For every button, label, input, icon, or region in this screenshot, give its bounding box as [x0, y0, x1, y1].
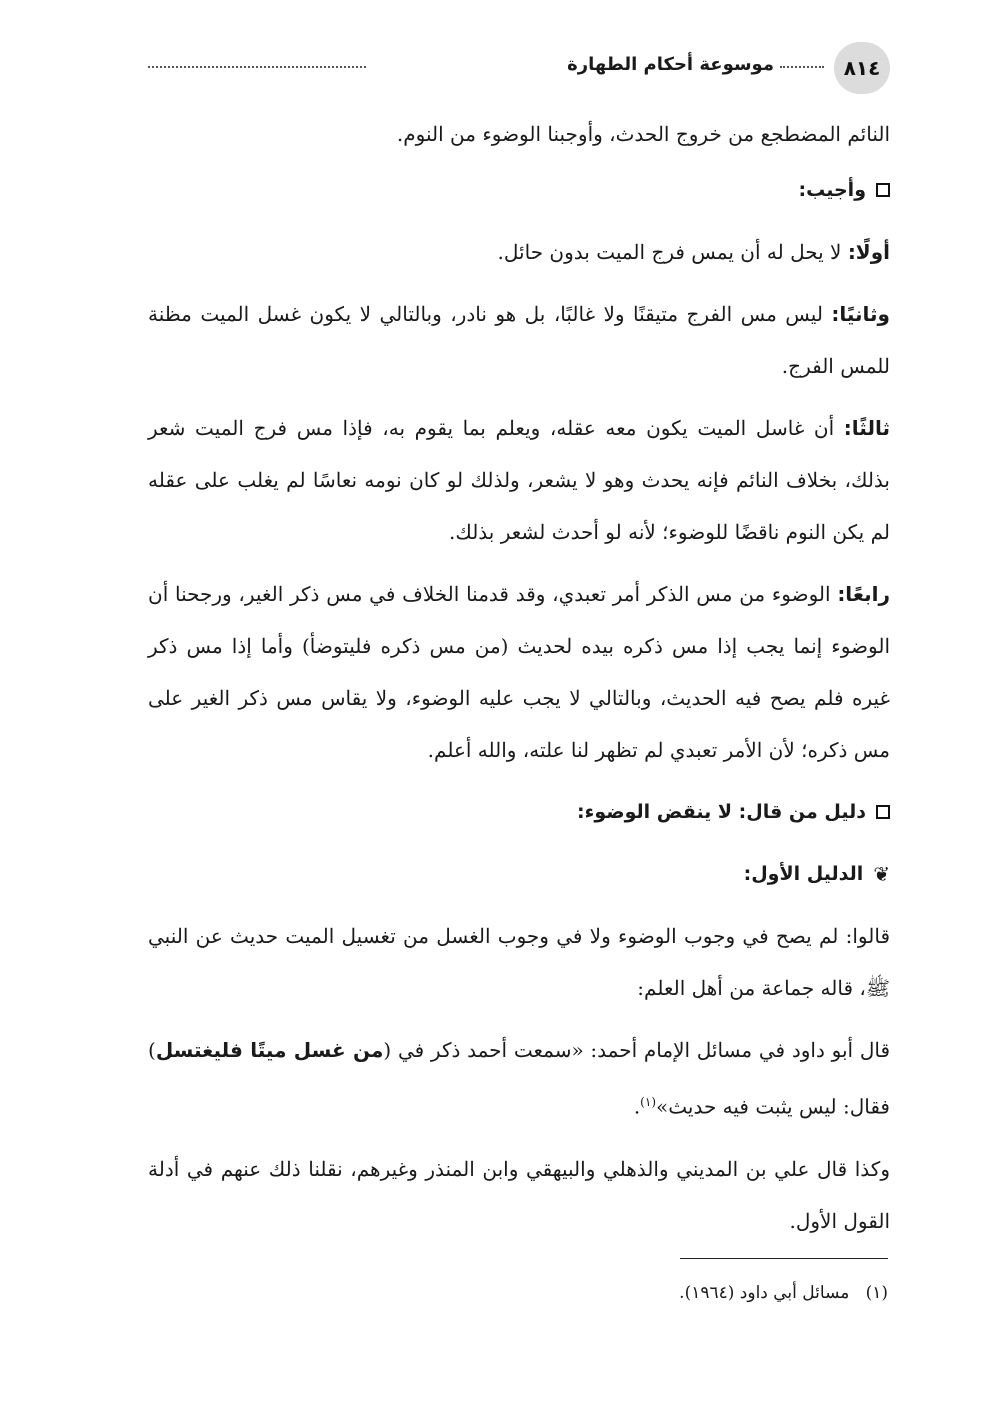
running-title: موسوعة أحكام الطهارة: [567, 54, 774, 75]
paragraph-third-text: أن غاسل الميت يكون معه عقله، ويعلم بما يقوم به، فإذا مس فرج الميت شعر بذلك، بخلاف النائم فإنه يحدث وهو لا يشعر، ولذلك لو كان نومه نعاسًا لم يغلب على عقله لم يكن النوم ناقضًا للوضوء؛ لأنه لو أحدث لشعر بذلك.: [148, 416, 890, 544]
quote-part-b: ) فقال: ليس يثبت فيه حديث»: [148, 1038, 890, 1119]
heading-evidence: [148, 786, 890, 838]
footnote-marker: (١): [865, 1283, 888, 1303]
paragraph-third: [148, 402, 890, 558]
checkbox-square-icon: [876, 183, 890, 197]
paragraph-second-text: ليس مس الفرج متيقنًا ولا غالبًا، بل هو نادر، وبالتالي لا يكون غسل الميت مظنة للمس الفرج.: [148, 302, 890, 378]
hadith-bold: من غسل ميتًا فليغتسل: [155, 1038, 384, 1062]
lead-third: ثالثًا:: [843, 416, 890, 440]
heading-first-evidence: [148, 848, 890, 900]
paragraph-fourth-text: الوضوء من مس الذكر أمر تعبدي، وقد قدمنا الخلاف في مس ذكر الغير، ورجحنا أن الوضوء إنما يجب إذا مس ذكره بيده لحديث (من مس ذكره فليتوضأ) وأما إذا مس ذكر غيره فلم يصح فيه الحديث، وبالتالي لا يجب عليه الوضوء، ولا يقاس مس ذكر الغير على مس ذكره؛ لأن الأمر تعبدي لم تظهر لنا علته، والله أعلم.: [148, 582, 891, 762]
page-number: ٨١٤: [834, 42, 890, 94]
heading-answer: [148, 164, 890, 216]
lead-first: أولًا:: [847, 240, 890, 264]
footnote-text: مسائل أبي داود (١٩٦٤).: [679, 1283, 850, 1303]
heading-evidence-text: دليل من قال: لا ينقض الوضوء:: [577, 801, 866, 823]
paragraph-second: [148, 288, 890, 392]
main-text: [148, 108, 890, 1257]
paragraph-fourth: [148, 568, 890, 776]
paragraph-first: [148, 226, 890, 278]
heading-answer-text: وأجيب:: [798, 179, 866, 201]
paragraph-said: قالوا: لم يصح في وجوب الوضوء ولا في وجوب الغسل من تغسيل الميت حديث عن النبي ﷺ، قاله جماعة من أهل العلم:: [148, 924, 890, 1000]
header-dots-right: [780, 66, 824, 68]
footnote-divider: [680, 1258, 888, 1259]
footnote-ref[interactable]: (١): [640, 1095, 656, 1109]
leaf-icon: ❦: [873, 862, 890, 886]
paragraph-1: النائم المضطجع من خروج الحدث، وأوجبنا الوضوء من النوم.: [396, 122, 890, 146]
header-dots-left: [148, 66, 366, 68]
paragraph-abu-dawud: [148, 1024, 890, 1133]
footnote: [500, 1278, 888, 1308]
heading-first-evidence-text: الدليل الأول:: [743, 863, 864, 885]
checkbox-square-icon: [876, 805, 890, 819]
quote-part-a: قال أبو داود في مسائل الإمام أحمد: «سمعت أحمد ذكر في (: [383, 1038, 890, 1062]
lead-fourth: رابعًا:: [837, 582, 890, 606]
page-header: [148, 42, 890, 94]
paragraph-likewise: وكذا قال علي بن المديني والذهلي والبيهقي وابن المنذر وغيرهم، نقلنا ذلك عنهم في أدلة القول الأول.: [148, 1156, 890, 1233]
paragraph-first-text: لا يحل له أن يمس فرج الميت بدون حائل.: [497, 240, 848, 264]
lead-second: وثانيًا:: [831, 302, 890, 326]
quote-end: .: [633, 1094, 641, 1119]
